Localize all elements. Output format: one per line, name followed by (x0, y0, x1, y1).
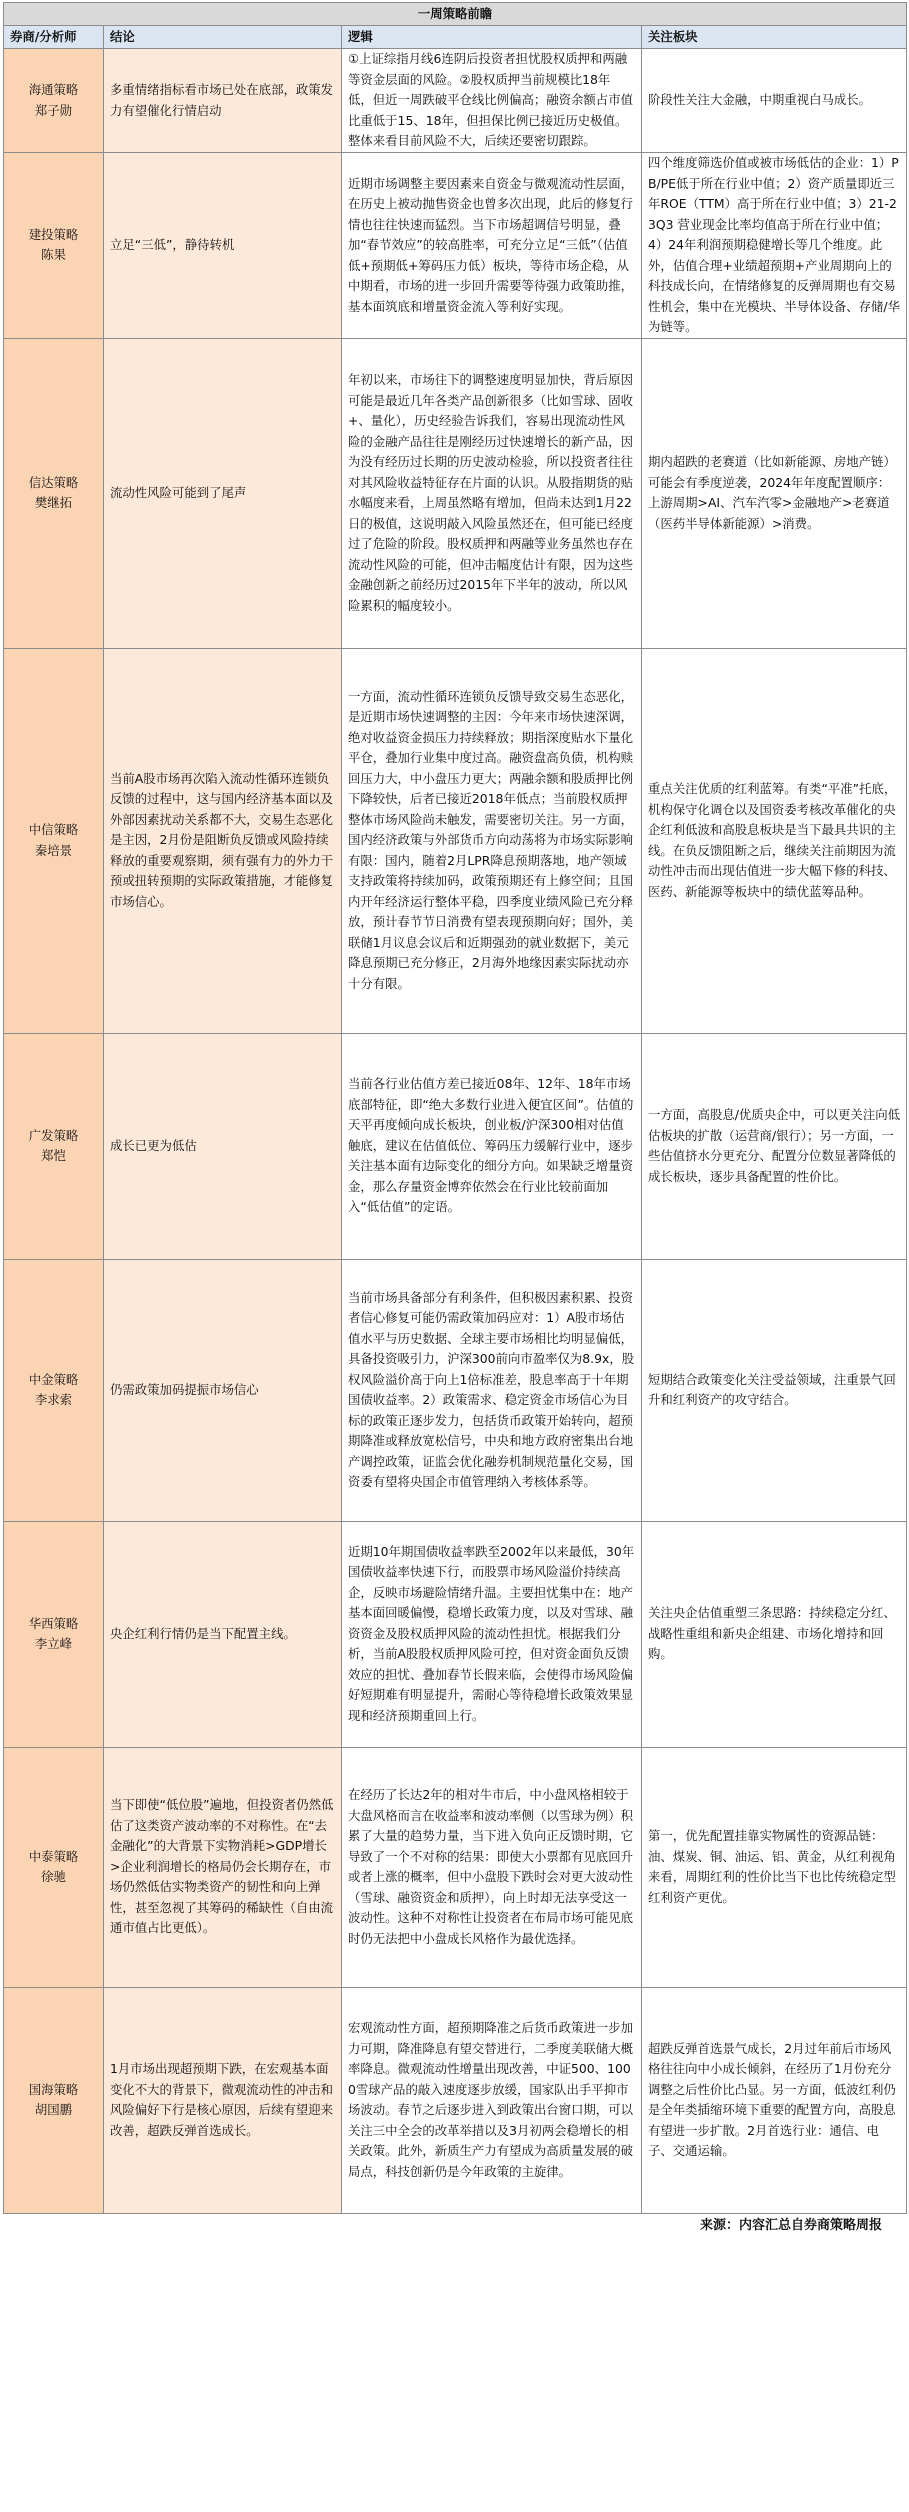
header-conclusion: 结论 (104, 26, 342, 49)
firm-cell (4, 1033, 104, 1259)
focus-cell: 关注央企估值重塑三条思路：持续稳定分红、战略性重组和新央企组建、市场化增持和回购。 (642, 1521, 907, 1747)
logic-cell: ①上证综指月线6连阴后投资者担忧股权质押和两融等资金层面的风险。②股权质押当前规模比18年低，但近一周跌破平仓线比例偏高；融资余额占市值比重低于15、18年，但担保比例已接近历史极值。整体来看目前风险不大，后续还要密切跟踪。 (342, 49, 642, 153)
firm-name: 建投策略 (28, 226, 79, 242)
conclusion-cell: 当下即使“低位股”遍地，但投资者仍然低估了这类资产波动率的不对称性。在“去金融化”的大背景下实物消耗>GDP增长>企业利润增长的格局仍会长期存在，市场仍然低估实物类资产的韧性和向上弹性，甚至忽视了其筹码的稀缺性（自由流通市值占比更低）。 (104, 1747, 342, 1987)
firm-cell (4, 1987, 104, 2213)
logic-cell: 近期10年期国债收益率跌至2002年以来最低，30年国债收益率快速下行，而股票市场风险溢价持续高企，反映市场避险情绪升温。主要担忧集中在：地产基本面回暖偏慢，稳增长政策力度，以及对雪球、融资资金及股权质押风险的流动性担忧。根据我们分析，当前A股股权质押风险可控，但对资金面负反馈效应的担忧、叠加春节长假来临，会使得市场风险偏好短期难有明显提升，需耐心等待稳增长政策效果显现和经济预期重回上行。 (342, 1521, 642, 1747)
table-row (4, 1033, 907, 1259)
firm-name: 中泰策略 (28, 1848, 79, 1864)
table-row (4, 153, 907, 339)
analyst-name: 郑子勋 (34, 102, 73, 118)
firm-cell (4, 49, 104, 153)
analyst-name: 秦培景 (34, 842, 73, 858)
logic-cell: 一方面，流动性循环连锁负反馈导致交易生态恶化，是近期市场快速调整的主因：今年来市场快速深调，绝对收益资金损压力持续释放；期指深度贴水下量化平仓，叠加行业集中度过高。融资盘高负债，机构赎回压力大，中小盘压力更大；两融余额和股质押比例下降较快，后者已接近2018年低点；当前股权质押整体市场风险尚未触发，需要密切关注。另一方面，国内经济政策与外部货币方向动荡将为市场实际影响有限：国内，随着2月LPR降息预期落地，地产领域支持政策将持续加码，政策预期还有上修空间；且国内开年经济运行整体平稳，四季度业绩风险已充分释放，预计春节节日消费有望表现预期向好；国外，美联储1月议息会议后和近期强劲的就业数据下，美元降息预期已充分修正，2月海外地缘因素实际扰动亦十分有限。 (342, 648, 642, 1033)
header-focus: 关注板块 (642, 26, 907, 49)
focus-cell: 一方面，高股息/优质央企中，可以更关注向低估板块的扩散（运营商/银行）；另一方面，一些估值挤水分更充分、配置分位数显著降低的成长板块，逐步具备配置的性价比。 (642, 1033, 907, 1259)
focus-cell: 阶段性关注大金融，中期重视白马成长。 (642, 49, 907, 153)
firm-cell (4, 1521, 104, 1747)
title-row (4, 3, 907, 26)
header-row (4, 26, 907, 49)
focus-cell: 重点关注优质的红利蓝筹。有类“平准”托底，机构保守化调仓以及国资委考核改革催化的央企红利低波和高股息板块是当下最具共识的主线。在负反馈阻断之后，继续关注前期因为流动性冲击而出现估值进一步大幅下修的科技、医药、新能源等板块中的绩优蓝筹品种。 (642, 648, 907, 1033)
table-row (4, 648, 907, 1033)
table-row (4, 1987, 907, 2213)
firm-name: 信达策略 (28, 474, 79, 490)
firm-cell (4, 1259, 104, 1521)
logic-cell: 当前市场具备部分有利条件，但积极因素积累、投资者信心修复可能仍需政策加码应对：1）A股市场估值水平与历史数据、全球主要市场相比均明显偏低，具备投资吸引力，沪深300前向市盈率仅为8.9x，股权风险溢价高于向上1倍标准差，股息率高于十年期国债收益率。2）政策需求、稳定资金市场信心为目标的政策正逐步发力，包括货币政策开始转向，超预期降准或释放宽松信号，中央和地方政府密集出台地产调控政策，证监会优化融券机制规范量化交易，国资委有望将央国企市值管理纳入考核体系等。 (342, 1259, 642, 1521)
table-row (4, 338, 907, 648)
analyst-name: 李求索 (34, 1392, 73, 1407)
table-row (4, 49, 907, 153)
table-row (4, 1259, 907, 1521)
firm-name: 中金策略 (28, 1371, 79, 1387)
strategy-table (3, 2, 907, 2214)
focus-cell: 超跌反弹首选景气成长，2月过年前后市场风格往往向中小成长倾斜，在经历了1月份充分调整之后性价比凸显。另一方面，低波红利仍是全年类插缩环境下重要的配置方向，高股息有望进一步扩散。2月首选行业：通信、电子、交通运输。 (642, 1987, 907, 2213)
table-row (4, 1747, 907, 1987)
logic-cell: 在经历了长达2年的相对牛市后，中小盘风格相较于大盘风格而言在收益率和波动率侧（以雪球为例）积累了大量的趋势力量，当下进入负向正反馈时期，它导致了一个不对称的结果：即使大小票都有见底回升或者上涨的概率，但中小盘股下跌时会对更大波动性（雪球、融资资金和质押），向上时却无法享受这一波动性。这种不对称性让投资者在布局市场可能见底时仍无法把中小盘成长风格作为最优选择。 (342, 1747, 642, 1987)
table-title: 一周策略前瞻 (4, 3, 907, 26)
conclusion-cell: 立足“三低”，静待转机 (104, 153, 342, 339)
conclusion-cell: 仍需政策加码提振市场信心 (104, 1259, 342, 1521)
analyst-name: 樊继拓 (34, 495, 73, 510)
conclusion-cell: 1月市场出现超预期下跌，在宏观基本面变化不大的背景下，微观流动性的冲击和风险偏好下行是核心原因，后续有望迎来改善，超跌反弹首选成长。 (104, 1987, 342, 2213)
focus-cell: 期内超跌的老赛道（比如新能源、房地产链）可能会有季度逆袭，2024年年度配置顺序：上游周期>AI、汽车汽零>金融地产>老赛道（医药半导体新能源）>消费。 (642, 338, 907, 648)
focus-cell: 第一，优先配置挂靠实物属性的资源品链：油、煤炭、铜、油运、铝、黄金，从红利视角来看，周期红利的性价比当下也比传统稳定型红利资产更优。 (642, 1747, 907, 1987)
header-firm: 券商/分析师 (4, 26, 104, 49)
analyst-name: 胡国鹏 (34, 2102, 73, 2117)
source-note: 来源：内容汇总自券商策略周报 (699, 2217, 882, 2233)
conclusion-cell: 流动性风险可能到了尾声 (104, 338, 342, 648)
analyst-name: 陈果 (41, 247, 66, 263)
firm-name: 广发策略 (28, 1127, 79, 1143)
firm-name: 华西策略 (28, 1615, 79, 1631)
firm-cell (4, 338, 104, 648)
logic-cell: 当前各行业估值方差已接近08年、12年、18年市场底部特征，即“绝大多数行业进入便宜区间”。估值的天平再度倾向成长板块，创业板/沪深300相对估值触底，建议在估值低位、筹码压力缓解行业中，逐步关注基本面有边际变化的细分方向。如果缺乏增量资金，那么存量资金博弈依然会在行业比较前面加入“低估值”的定语。 (342, 1033, 642, 1259)
conclusion-cell: 当前A股市场再次陷入流动性循环连锁负反馈的过程中，这与国内经济基本面以及外部因素扰动关系都不大，交易生态恶化是主因，2月份是阻断负反馈或风险持续释放的重要观察期，须有强有力的外力干预或扭转预期的实际政策措施，才能修复市场信心。 (104, 648, 342, 1033)
conclusion-cell: 多重情绪指标看市场已处在底部，政策发力有望催化行情启动 (104, 49, 342, 153)
firm-cell (4, 648, 104, 1033)
firm-name: 国海策略 (28, 2081, 79, 2097)
logic-cell: 近期市场调整主要因素来自资金与微观流动性层面，在历史上被动抛售资金也曾多次出现，此后的修复行情也往往快速而猛烈。当下市场超调信号明显，叠加“春节效应”的较高胜率，可充分立足“三低”（估值低+预期低+筹码压力低）板块，等待市场企稳，从中期看，市场的进一步回升需要等待强力政策助推，基本面筑底和增量资金流入等利好实现。 (342, 153, 642, 339)
focus-cell: 四个维度筛选价值或被市场低估的企业：1）PB/PE低于所在行业中值；2）资产质量即近三年ROE（TTM）高于所在行业中值；3）21-23Q3 营业现金比率均值高于所在行业中值；4）24年利润预期稳健增长等几个维度。此外，估值合理+业绩超预期+产业周期向上的科技成长向，在情绪修复的反弹周期也有交易性机会，集中在光模块、半导体设备、存储/华为链等。 (642, 153, 907, 339)
firm-cell (4, 1747, 104, 1987)
header-logic: 逻辑 (342, 26, 642, 49)
analyst-name: 徐驰 (41, 1869, 66, 1884)
conclusion-cell: 央企红利行情仍是当下配置主线。 (104, 1521, 342, 1747)
firm-name: 中信策略 (28, 822, 79, 837)
firm-name: 海通策略 (28, 82, 79, 97)
table-row (4, 1521, 907, 1747)
firm-cell (4, 153, 104, 339)
logic-cell: 年初以来，市场往下的调整速度明显加快，背后原因可能是最近几年各类产品创新很多（比如雪球、固收+、量化），历史经验告诉我们，容易出现流动性风险的金融产品往往是刚经历过快速增长的新产品，因为没有经历过长期的历史波动检验，所以投资者往往对其风险收益特征存在片面的认识。从股指期货的贴水幅度来看，上周虽然略有增加，但尚未达到1月22日的极值，这说明敲入风险虽然还在，但可能已经度过了危险的阶段。股权质押和两融等业务虽然也存在流动性风险的可能，但冲击幅度估计有限，因为这些金融创新之前经历过2015年下半年的波动，所以风险累积的幅度较小。 (342, 338, 642, 648)
analyst-name: 郑恺 (41, 1148, 66, 1163)
conclusion-cell: 成长已更为低估 (104, 1033, 342, 1259)
focus-cell: 短期结合政策变化关注受益领域，注重景气回升和红利资产的攻守结合。 (642, 1259, 907, 1521)
logic-cell: 宏观流动性方面，超预期降准之后货币政策进一步加力可期，降准降息有望交替进行，二季度美联储大概率降息。微观流动性增量出现改善，中证500、1000雪球产品的敲入速度逐步放缓，国家队出手平抑市场波动。春节之后逐步进入到政策出台窗口期，可以关注三中全会的改革举措以及3月初两会稳增长的相关政策。此外，新质生产力有望成为高质量发展的破局点，科技创新仍是今年政策的主旋律。 (342, 1987, 642, 2213)
strategy-summary-sheet (3, 2, 906, 2238)
analyst-name: 李立峰 (34, 1636, 73, 1651)
